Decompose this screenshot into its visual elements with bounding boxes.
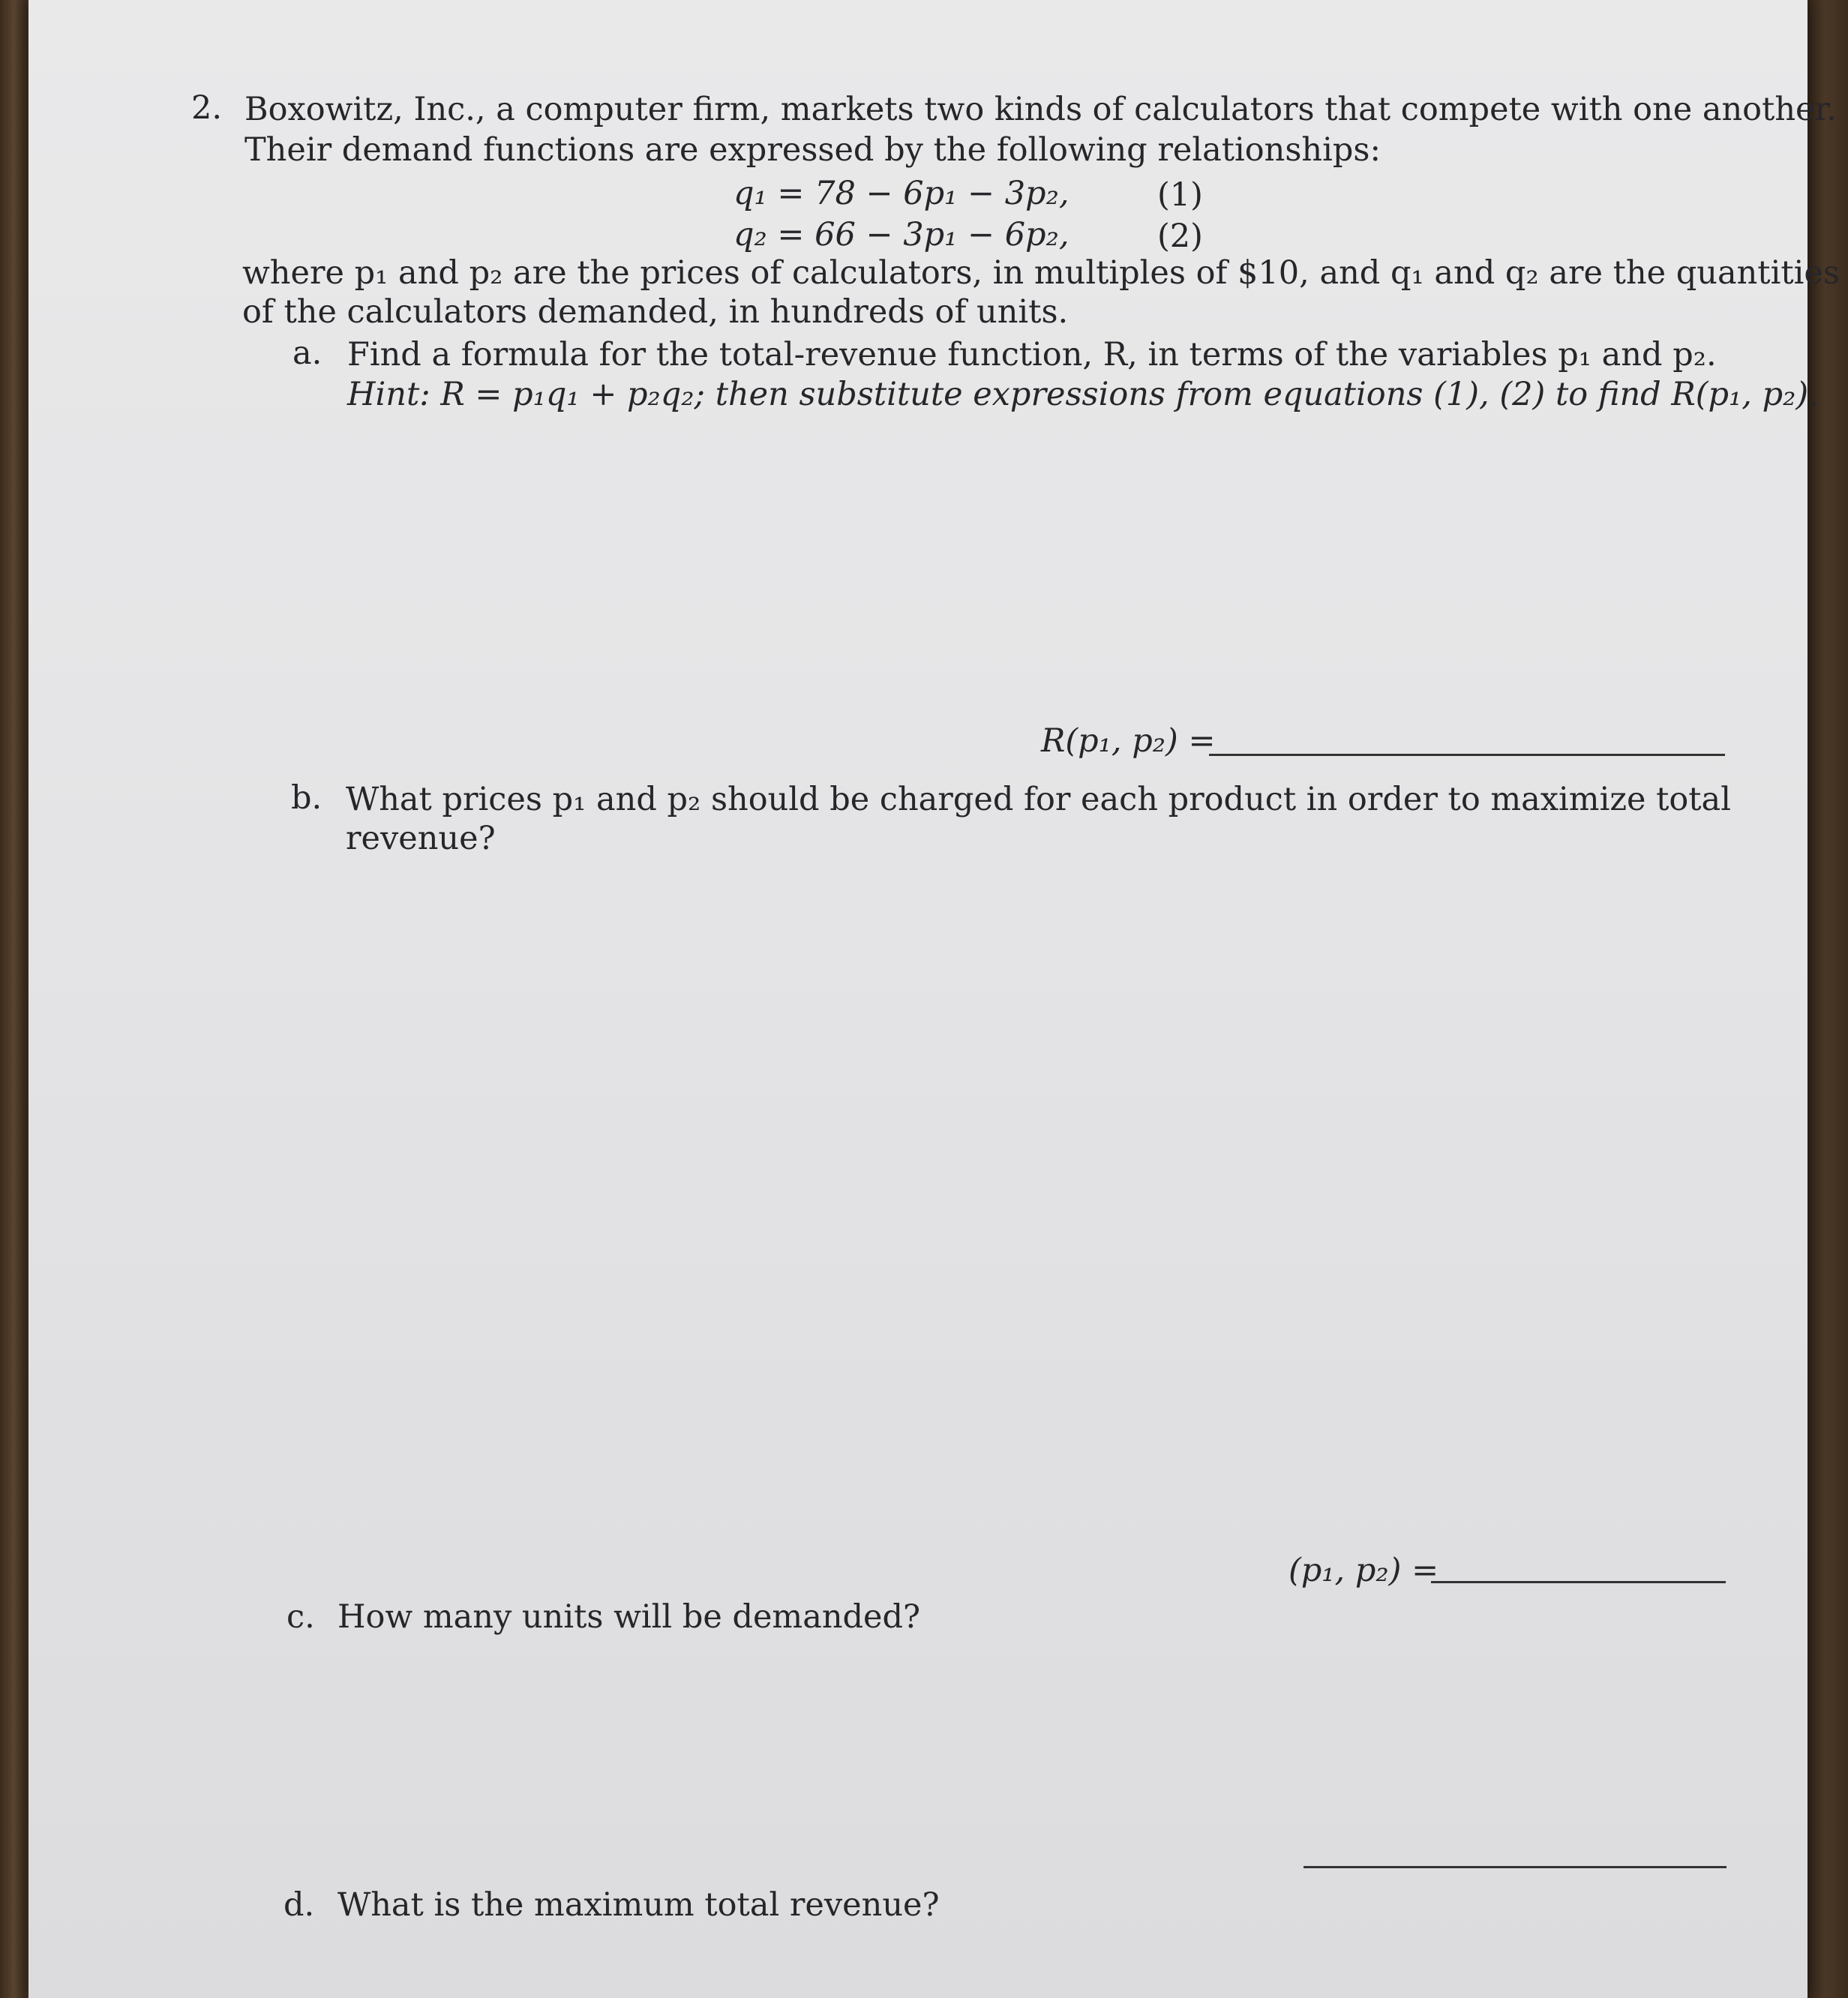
part-a-question: Find a formula for the total-revenue function, R, in terms of the variables p₁ and p₂. bbox=[347, 336, 1717, 374]
part-a-answer-blank[interactable] bbox=[1209, 754, 1725, 756]
part-b-label: b. bbox=[291, 779, 322, 817]
part-b-answer-blank[interactable] bbox=[1431, 1581, 1726, 1583]
part-c-question: How many units will be demanded? bbox=[338, 1598, 921, 1636]
table-surface bbox=[1803, 0, 1848, 1998]
problem-number: 2. bbox=[191, 89, 223, 127]
part-b-question-line1: What prices p₁ and p₂ should be charged for each product in order to maximize total bbox=[346, 781, 1731, 818]
part-a-label: a. bbox=[292, 334, 322, 372]
worksheet-page bbox=[28, 0, 1840, 1998]
part-b-question-line2: revenue? bbox=[346, 820, 496, 857]
demand-equation-2: q₂ = 66 − 3p₁ − 6p₂, bbox=[734, 216, 1070, 254]
equation-number-1: (1) bbox=[1157, 176, 1203, 214]
equation-number-2: (2) bbox=[1157, 218, 1203, 255]
variable-definition-line1: where p₁ and p₂ are the prices of calculators, in multiples of $10, and q₁ and q₂ are the quantities bbox=[242, 254, 1840, 292]
part-b-answer-label: (p₁, p₂) = bbox=[1288, 1552, 1439, 1589]
part-c-answer-blank[interactable] bbox=[1304, 1866, 1726, 1868]
part-a-hint: Hint: R = p₁q₁ + p₂q₂; then substitute expressions from equations (1), (2) to find R(p₁, p₂). bbox=[347, 376, 1819, 413]
part-d-label: d. bbox=[284, 1886, 315, 1924]
variable-definition-line2: of the calculators demanded, in hundreds of units. bbox=[242, 293, 1069, 331]
problem-intro-line1: Boxowitz, Inc., a computer firm, markets two kinds of calculators that compete with one another. bbox=[244, 91, 1837, 128]
part-c-label: c. bbox=[286, 1598, 315, 1636]
part-d-question: What is the maximum total revenue? bbox=[338, 1886, 940, 1924]
demand-equation-1: q₁ = 78 − 6p₁ − 3p₂, bbox=[734, 175, 1070, 212]
part-a-answer-label: R(p₁, p₂) = bbox=[1041, 722, 1216, 760]
problem-intro-line2: Their demand functions are expressed by the following relationships: bbox=[244, 131, 1381, 169]
